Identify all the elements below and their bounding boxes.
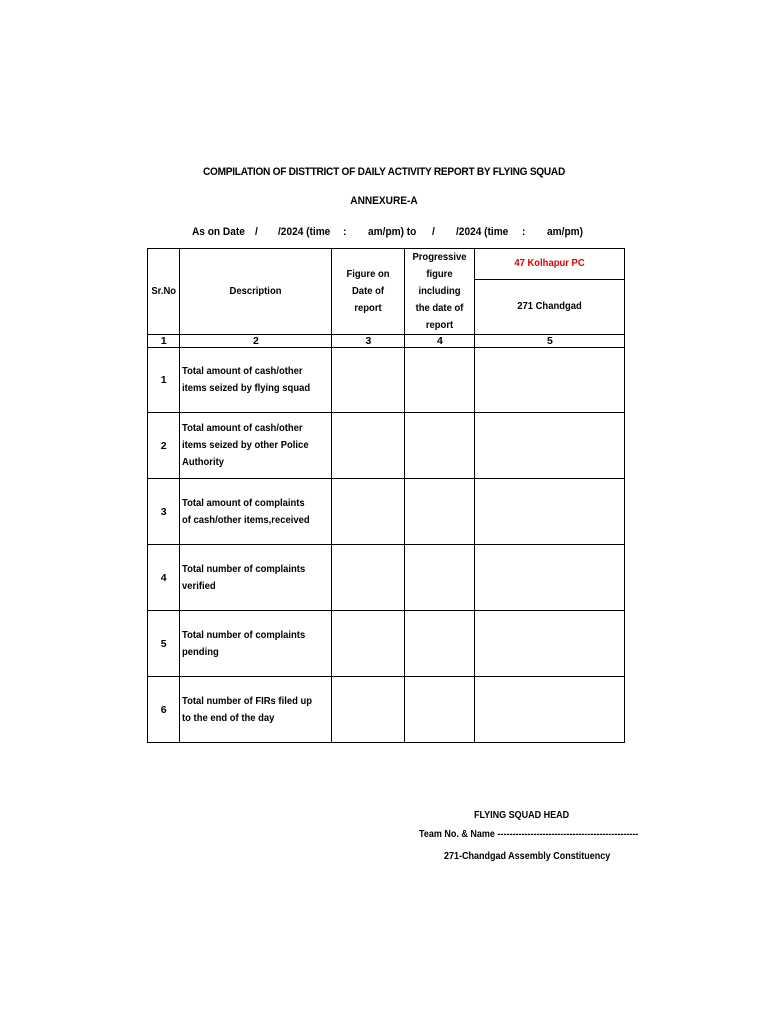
header-ac: 271 Chandgad: [475, 279, 625, 334]
header-description: Description: [180, 249, 332, 335]
header-progressive: Progressive figure including the date of report: [405, 249, 475, 335]
row-ac-cell[interactable]: [475, 611, 625, 677]
row-ac-cell[interactable]: [475, 677, 625, 743]
col-number-1: 1: [148, 335, 180, 348]
row-progressive-cell[interactable]: [405, 479, 475, 545]
row-srno: 6: [148, 677, 180, 743]
date-slash-2: /: [432, 226, 435, 238]
row-figure-cell[interactable]: [332, 611, 405, 677]
date-slash-1: /: [255, 226, 258, 238]
time-colon-2: :: [522, 226, 526, 238]
row-ac-cell[interactable]: [475, 479, 625, 545]
row-srno: 3: [148, 479, 180, 545]
row-description: Total number of complaints verified: [180, 545, 332, 611]
header-pc: 47 Kolhapur PC: [475, 249, 625, 280]
row-progressive-cell[interactable]: [405, 545, 475, 611]
row-progressive-cell[interactable]: [405, 413, 475, 479]
col-number-4: 4: [405, 335, 475, 348]
row-figure-cell[interactable]: [332, 413, 405, 479]
as-on-date-label: As on Date: [192, 226, 245, 238]
year-time-2: /2024 (time: [456, 226, 509, 238]
ampm-to: am/pm) to: [368, 226, 417, 238]
row-srno: 5: [148, 611, 180, 677]
table-row: [148, 677, 625, 743]
table-row: [148, 479, 625, 545]
row-figure-cell[interactable]: [332, 479, 405, 545]
table-row: [148, 348, 625, 413]
col-number-2: 2: [180, 335, 332, 348]
row-ac-cell[interactable]: [475, 413, 625, 479]
row-srno: 4: [148, 545, 180, 611]
document-title: COMPILATION OF DISTTRICT OF DAILY ACTIVITY REPORT BY FLYING SQUAD: [203, 166, 565, 178]
row-description: Total amount of complaints of cash/other items,received: [180, 479, 332, 545]
row-description: Total amount of cash/other items seized by other Police Authority: [180, 413, 332, 479]
col-number-5: 5: [475, 335, 625, 348]
annexure-label: ANNEXURE-A: [350, 195, 418, 207]
row-figure-cell[interactable]: [332, 545, 405, 611]
flying-squad-head: FLYING SQUAD HEAD: [474, 810, 570, 821]
header-srno: Sr.No: [148, 249, 180, 335]
row-progressive-cell[interactable]: [405, 611, 475, 677]
row-description: Total amount of cash/other items seized by flying squad: [180, 348, 332, 413]
col-number-3: 3: [332, 335, 405, 348]
row-description: Total number of FIRs filed up to the end of the day: [180, 677, 332, 743]
row-figure-cell[interactable]: [332, 348, 405, 413]
time-colon-1: :: [343, 226, 347, 238]
column-number-row: [148, 335, 625, 348]
row-progressive-cell[interactable]: [405, 348, 475, 413]
table-row: [148, 611, 625, 677]
row-ac-cell[interactable]: [475, 348, 625, 413]
table-row: [148, 413, 625, 479]
ampm-end: am/pm): [547, 226, 583, 238]
row-srno: 1: [148, 348, 180, 413]
year-time-1: /2024 (time: [278, 226, 331, 238]
row-description: Total number of complaints pending: [180, 611, 332, 677]
row-srno: 2: [148, 413, 180, 479]
header-figure-on-date: Figure on Date of report: [332, 249, 405, 335]
row-progressive-cell[interactable]: [405, 677, 475, 743]
activity-report-table: [147, 248, 625, 743]
row-figure-cell[interactable]: [332, 677, 405, 743]
constituency-label: 271-Chandgad Assembly Constituency: [444, 851, 611, 862]
row-ac-cell[interactable]: [475, 545, 625, 611]
team-name-line: Team No. & Name -----------------------------------------------: [419, 829, 639, 840]
table-row: [148, 545, 625, 611]
